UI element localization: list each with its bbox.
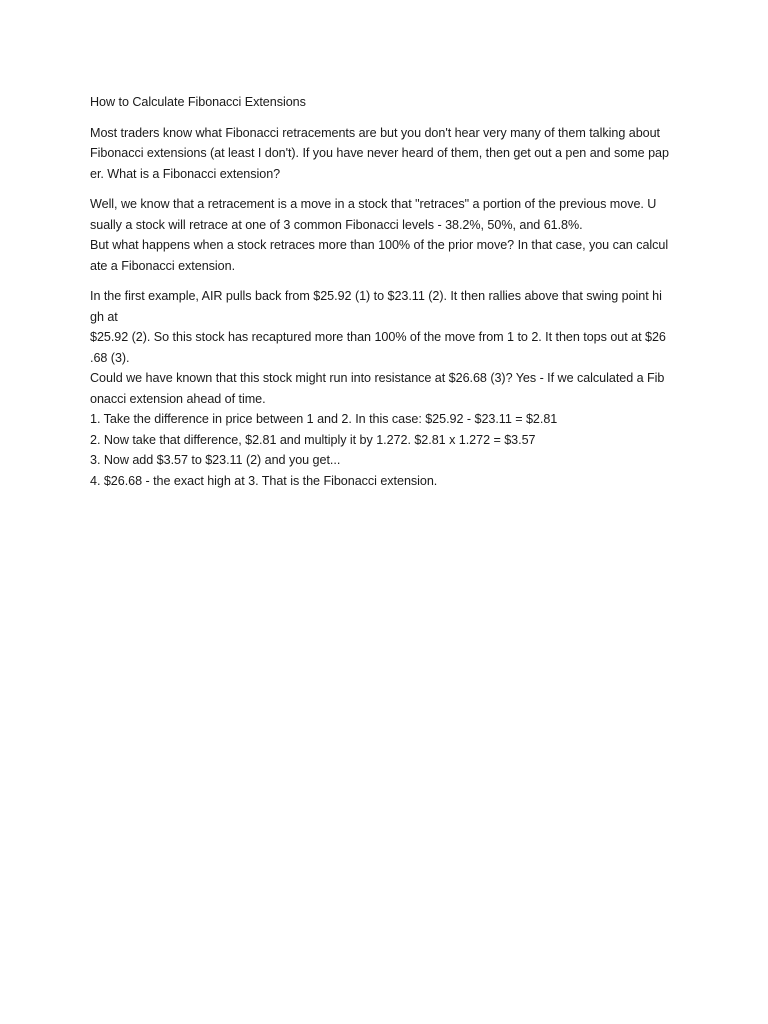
text-line: Well, we know that a retracement is a move in a stock that "retraces" a portion of the previous move. U — [90, 197, 657, 211]
text-line: ate a Fibonacci extension. — [90, 258, 236, 273]
text-line: .68 (3). — [90, 350, 130, 365]
text-line: Fibonacci extensions (at least I don't). If you have never heard of them, then get out a pen and some pap — [90, 146, 669, 160]
step-4-line: 4. $26.68 - the exact high at 3. That is the Fibonacci extension. — [90, 473, 438, 488]
text-line: But what happens when a stock retraces more than 100% of the prior move? In that case, you can calcul — [90, 238, 669, 252]
text-line: $25.92 (2). So this stock has recaptured more than 100% of the move from 1 to 2. It then tops out at $26 — [90, 330, 666, 344]
step-1-line: 1. Take the difference in price between 1 and 2. In this case: $25.92 - $23.11 = $2.81 — [90, 412, 558, 426]
text-line: Most traders know what Fibonacci retracements are but you don't hear very many of them talking about — [90, 125, 661, 140]
text-line: er. What is a Fibonacci extension? — [90, 166, 281, 181]
text-line: Could we have known that this stock might run into resistance at $26.68 (3)? Yes - If we calculated a Fib — [90, 371, 665, 385]
text-line: In the first example, AIR pulls back from $25.92 (1) to $23.11 (2). It then rallies above that swing point hi — [90, 289, 662, 303]
text-line: gh at — [90, 309, 118, 324]
paragraph-intro — [90, 123, 690, 185]
step-2-line: 2. Now take that difference, $2.81 and multiply it by 1.272. $2.81 x 1.272 = $3.57 — [90, 432, 536, 447]
paragraph-retracement — [90, 194, 690, 276]
text-line: sually a stock will retrace at one of 3 common Fibonacci levels - 38.2%, 50%, and 61.8%. — [90, 217, 583, 232]
document-page — [90, 92, 690, 501]
text-line: onacci extension ahead of time. — [90, 391, 266, 406]
step-3-line: 3. Now add $3.57 to $23.11 (2) and you get... — [90, 453, 341, 467]
paragraph-example — [90, 286, 690, 491]
document-title: How to Calculate Fibonacci Extensions — [90, 95, 306, 109]
